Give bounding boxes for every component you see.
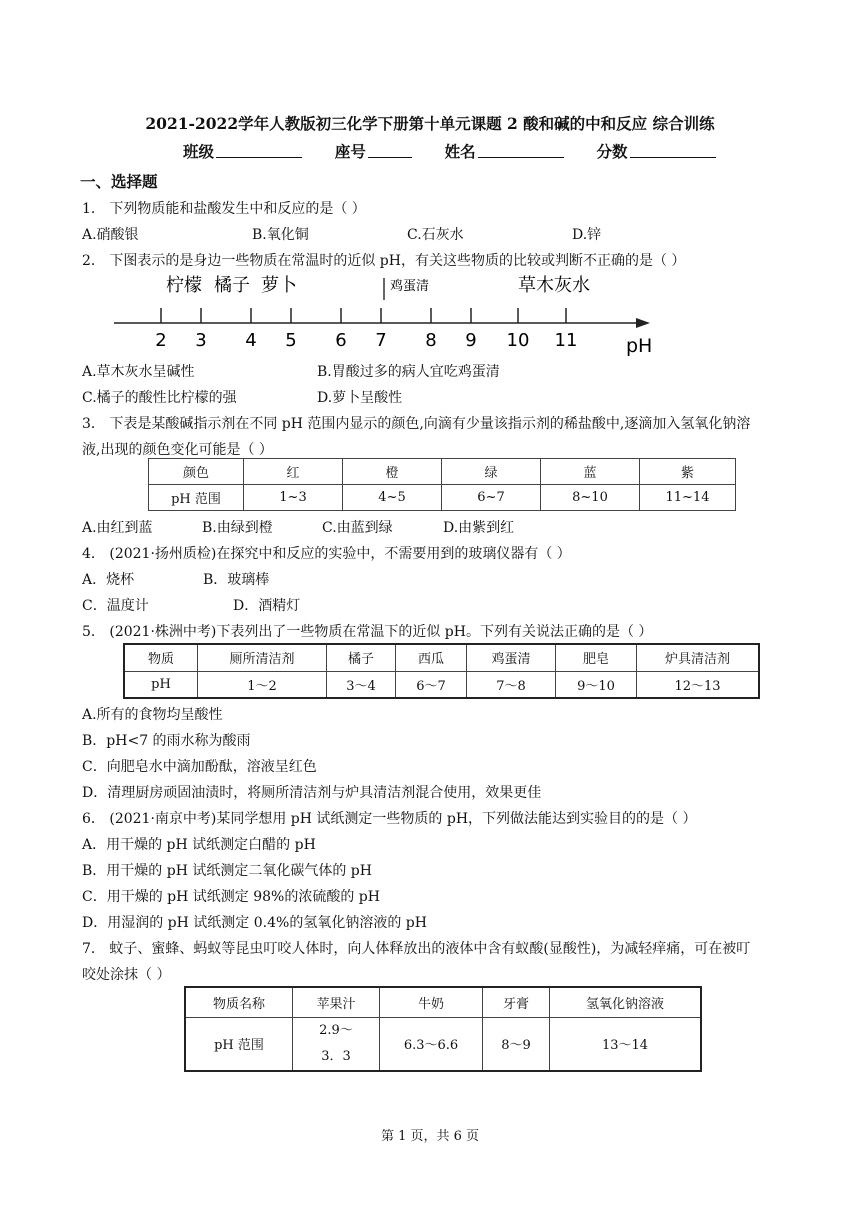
table-cell: 颜色 [149, 459, 244, 485]
table-cell: 1～2 [198, 671, 327, 698]
table-cell: 氢氧化钠溶液 [550, 987, 702, 1017]
ph-tick-label: 6 [335, 330, 347, 351]
table-cell: 牙膏 [483, 987, 550, 1017]
table-cell: 红 [244, 459, 343, 485]
section-heading: 一、选择题 [80, 172, 158, 191]
table-cell: 8～9 [483, 1017, 550, 1071]
q2-stem: 2． 下图表示的是身边一些物质在常温时的近似 pH，有关这些物质的比较或判断不正确的是（ ） [82, 253, 686, 269]
table-cell: 西瓜 [396, 644, 467, 671]
page-footer: 第 1 页，共 6 页 [380, 1129, 480, 1144]
q6-option-d[interactable]: D．用湿润的 pH 试纸测定 0.4%的氢氧化钠溶液的 pH [82, 915, 427, 931]
table-cell: 蓝 [541, 459, 640, 485]
label-radish: 萝卜 [261, 275, 297, 296]
table-cell: 肥皂 [556, 644, 637, 671]
q2-option-c[interactable]: C.橘子的酸性比柠檬的强 [82, 390, 237, 406]
q5-option-c[interactable]: C．向肥皂水中滴加酚酞，溶液呈红色 [82, 759, 317, 775]
q4-stem: 4． (2021·扬州质检)在探究中和反应的实验中，不需要用到的玻璃仪器有（ ） [82, 546, 571, 562]
q5-stem: 5． (2021·株洲中考)下表列出了一些物质在常温下的近似 pH。下列有关说法正确的是（ ） [82, 624, 653, 640]
score-label: 分数 [596, 142, 628, 161]
label-orange: 橘子 [214, 275, 250, 296]
class-label: 班级 [183, 142, 215, 161]
q1-stem: 1． 下列物质能和盐酸发生中和反应的是（ ） [82, 201, 366, 217]
table-cell: 物质 [124, 644, 198, 671]
table-cell: 橙 [343, 459, 442, 485]
table-cell: 苹果汁 [293, 987, 380, 1017]
ph-scale-figure [110, 270, 655, 358]
table-cell [293, 1017, 380, 1071]
table-cell: 4~5 [343, 485, 442, 511]
table-cell: 9～10 [556, 671, 637, 698]
q1-option-b[interactable]: B.氧化铜 [252, 227, 309, 243]
q3-option-c[interactable]: C.由蓝到绿 [322, 520, 393, 536]
ph-tick-label: 4 [245, 330, 257, 351]
table-cell: 绿 [442, 459, 541, 485]
q3-stem-line1: 3． 下表是某酸碱指示剂在不同 pH 范围内显示的颜色,向滴有少量该指示剂的稀盐酸中,逐滴加入氢氧化钠溶 [82, 416, 751, 432]
q7-stem-line2: 咬处涂抹（ ） [82, 967, 171, 983]
ph-tick-label: 11 [554, 330, 578, 351]
table-cell: 厕所清洁剂 [198, 644, 327, 671]
ph-tick-label: 9 [465, 330, 477, 351]
q5-option-d[interactable]: D．清理厨房顽固油渍时，将厕所清洁剂与炉具清洁剂混合使用，效果更佳 [82, 785, 542, 801]
table-cell: 鸡蛋清 [467, 644, 556, 671]
q3-option-d[interactable]: D.由紫到红 [443, 520, 515, 536]
q6-stem: 6． (2021·南京中考)某同学想用 pH 试纸测定一些物质的 pH，下列做法能达到实验目的的是（ ） [82, 811, 697, 827]
table-cell: 6.3～6.6 [380, 1017, 483, 1071]
table-cell: 12～13 [637, 671, 760, 698]
table-cell: 6~7 [442, 485, 541, 511]
q1-option-a[interactable]: A.硝酸银 [82, 227, 139, 243]
ph-tick-label: 8 [425, 330, 437, 351]
ph-tick-label: 7 [375, 330, 387, 351]
substance-ph-table [123, 643, 760, 699]
ph-tick-label: 2 [155, 330, 167, 351]
seat-blank[interactable] [368, 143, 412, 158]
table-cell: 3～4 [327, 671, 396, 698]
name-blank[interactable] [478, 143, 564, 158]
q3-option-b[interactable]: B.由绿到橙 [202, 520, 273, 536]
table-cell: 1~3 [244, 485, 343, 511]
q4-option-b[interactable]: B．玻璃棒 [203, 572, 270, 588]
q4-option-a[interactable]: A．烧杯 [82, 572, 135, 588]
table-cell: 7～8 [467, 671, 556, 698]
apple-ph-line1: 2.9～ [319, 1022, 353, 1038]
class-blank[interactable] [216, 143, 302, 158]
label-egg-white: 鸡蛋清 [390, 279, 430, 294]
apple-ph-line2: 3．3 [321, 1048, 351, 1064]
table-cell: pH [124, 671, 198, 698]
table-cell: 紫 [640, 459, 736, 485]
seat-label: 座号 [334, 142, 366, 161]
q5-option-b[interactable]: B．pH<7 的雨水称为酸雨 [82, 733, 251, 749]
q3-stem-line2: 液,出现的颜色变化可能是（ ） [82, 442, 273, 458]
label-lemon: 柠檬 [166, 275, 202, 296]
indicator-color-table [148, 458, 736, 511]
axis-label-ph: pH [626, 335, 653, 357]
table-cell: 橘子 [327, 644, 396, 671]
q3-option-a[interactable]: A.由红到蓝 [82, 520, 153, 536]
table-cell: 13～14 [550, 1017, 702, 1071]
remedy-ph-table [184, 986, 702, 1072]
q4-option-c[interactable]: C．温度计 [82, 598, 149, 614]
table-cell: pH 范围 [149, 485, 244, 511]
table-cell: 6～7 [396, 671, 467, 698]
table-cell: 炉具清洁剂 [637, 644, 760, 671]
q1-option-c[interactable]: C.石灰水 [407, 227, 464, 243]
q2-option-d[interactable]: D.萝卜呈酸性 [317, 390, 403, 406]
table-cell: 物质名称 [185, 987, 293, 1017]
table-cell: 8~10 [541, 485, 640, 511]
ph-tick-label: 10 [506, 330, 530, 351]
q4-option-d[interactable]: D．酒精灯 [233, 598, 301, 614]
q1-option-d[interactable]: D.锌 [572, 227, 602, 243]
table-cell: 11~14 [640, 485, 736, 511]
q6-option-b[interactable]: B．用干燥的 pH 试纸测定二氧化碳气体的 pH [82, 863, 372, 879]
table-cell: 牛奶 [380, 987, 483, 1017]
q6-option-a[interactable]: A．用干燥的 pH 试纸测定白醋的 pH [82, 837, 316, 853]
page-title: 2021-2022学年人教版初三化学下册第十单元课题 2 酸和碱的中和反应 综合训练 [145, 114, 715, 133]
label-plant-ash-water: 草木灰水 [518, 275, 590, 296]
score-blank[interactable] [630, 143, 716, 158]
q5-option-a[interactable]: A.所有的食物均呈酸性 [82, 707, 223, 723]
q7-stem-line1: 7． 蚊子、蜜蜂、蚂蚁等昆虫叮咬人体时，向人体释放出的液体中含有蚁酸(显酸性)，为减轻痒痛，可在被叮 [82, 941, 751, 957]
ph-tick-label: 3 [195, 330, 207, 351]
student-info-fields [183, 140, 716, 162]
q2-option-a[interactable]: A.草木灰水呈碱性 [82, 364, 195, 380]
table-cell: pH 范围 [185, 1017, 293, 1071]
name-label: 姓名 [444, 142, 476, 161]
ph-tick-label: 5 [285, 330, 297, 351]
q2-option-b[interactable]: B.胃酸过多的病人宜吃鸡蛋清 [317, 364, 500, 380]
q6-option-c[interactable]: C．用干燥的 pH 试纸测定 98%的浓硫酸的 pH [82, 889, 380, 905]
